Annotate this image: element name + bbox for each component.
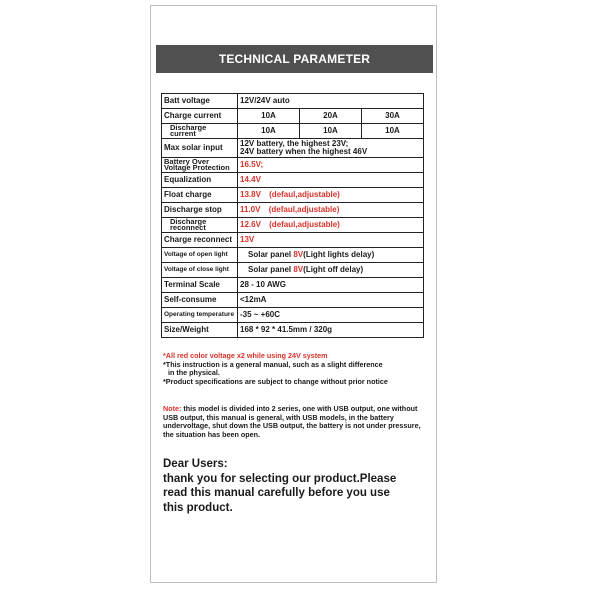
param-value: 12V/24V auto xyxy=(238,94,424,109)
param-value: 13V xyxy=(238,233,424,248)
table-row xyxy=(162,233,424,248)
value-number: 13.8V xyxy=(240,190,261,199)
note-key: Note: xyxy=(163,404,182,413)
value-number: 8V xyxy=(293,265,304,274)
param-value: 10A xyxy=(238,124,300,139)
param-label: Batt voltage xyxy=(162,94,238,109)
param-value xyxy=(238,263,424,278)
value-note: (defaul,adjustable) xyxy=(269,220,340,229)
table-row xyxy=(162,188,424,203)
param-value xyxy=(238,218,424,233)
model-note xyxy=(163,405,431,439)
param-label: Operating temperature xyxy=(162,308,238,323)
message-line: this product. xyxy=(163,501,233,514)
table-row xyxy=(162,94,424,109)
spec-change-note: *Product specifications are subject to change without prior notice xyxy=(163,376,388,386)
label-line: Voltage Protection xyxy=(164,163,230,172)
table-row xyxy=(162,173,424,188)
label-line: Discharge xyxy=(170,217,207,226)
param-label: Size/Weight xyxy=(162,323,238,338)
param-label: Voltage of open light xyxy=(162,248,238,263)
value-suffix: (Light lights delay) xyxy=(303,250,375,259)
param-label: Terminal Scale xyxy=(162,278,238,293)
table-row xyxy=(162,139,424,158)
table-row xyxy=(162,308,424,323)
label-line: Discharge xyxy=(170,123,207,132)
param-value: 10A xyxy=(238,109,300,124)
value-line: 24V battery when the highest 46V xyxy=(240,147,368,156)
param-value: 14.4V xyxy=(238,173,424,188)
footnotes xyxy=(163,352,435,386)
param-value: 28 - 10 AWG xyxy=(238,278,424,293)
param-value: -35 ~ +60C xyxy=(238,308,424,323)
value-number: 8V xyxy=(293,250,304,259)
param-label: Discharge stop xyxy=(162,203,238,218)
param-label xyxy=(162,158,238,173)
param-value xyxy=(238,203,424,218)
dear-users-message xyxy=(163,457,433,515)
param-value: 30A xyxy=(362,109,424,124)
value-number: 11.0V xyxy=(240,205,261,214)
page-title: TECHNICAL PARAMETER xyxy=(156,45,433,73)
param-value: <12mA xyxy=(238,293,424,308)
table-row xyxy=(162,278,424,293)
param-value: 168 * 92 * 41.5mm / 320g xyxy=(238,323,424,338)
param-value xyxy=(238,188,424,203)
message-line: read this manual carefully before you use xyxy=(163,487,390,499)
param-label: Charge current xyxy=(162,109,238,124)
param-label: Equalization xyxy=(162,173,238,188)
table-row xyxy=(162,218,424,233)
param-value: 10A xyxy=(362,124,424,139)
value-prefix: Solar panel xyxy=(248,250,294,259)
table-row xyxy=(162,124,424,139)
table-row xyxy=(162,263,424,278)
param-label: Float charge xyxy=(162,188,238,203)
value-number: 12.6V xyxy=(240,220,261,229)
param-label: Max solar input xyxy=(162,139,238,158)
param-value xyxy=(238,139,424,158)
param-value: 16.5V; xyxy=(238,158,424,173)
table-row xyxy=(162,203,424,218)
param-value: 10A xyxy=(300,124,362,139)
instruction-note-cont: in the physical. xyxy=(168,368,220,378)
instruction-note: *This instruction is a general manual, such as a slight difference xyxy=(163,359,383,369)
message-line: thank you for selecting our product.Please xyxy=(163,472,397,485)
red-voltage-note: *All red color voltage x2 while using 24V system xyxy=(163,351,328,360)
table-row xyxy=(162,293,424,308)
param-label: Charge reconnect xyxy=(162,233,238,248)
value-note: (defaul,adjustable) xyxy=(268,205,340,214)
value-suffix: (Light off delay) xyxy=(303,265,364,274)
label-line: Battery Over xyxy=(164,157,210,166)
param-label: Voltage of close light xyxy=(162,263,238,278)
param-value xyxy=(238,248,424,263)
manual-page xyxy=(150,5,437,583)
value-prefix: Solar panel xyxy=(248,265,294,274)
value-note: (defaul,adjustable) xyxy=(269,190,340,199)
table-row xyxy=(162,158,424,173)
table-row xyxy=(162,109,424,124)
param-label xyxy=(162,124,238,139)
table-row xyxy=(162,248,424,263)
param-value: 20A xyxy=(300,109,362,124)
table-row xyxy=(162,323,424,338)
technical-parameter-table xyxy=(161,93,424,338)
label-line: current xyxy=(170,129,196,138)
label-line: reconnect xyxy=(170,223,206,232)
value-line: 12V battery, the highest 23V; xyxy=(240,139,349,148)
note-text: this model is divided into 2 series, one with USB output, one without USB output, this manual is general, with USB models, in the battery undervoltage, shut down the USB output, the battery is not under pressure, the situation has been open. xyxy=(163,404,421,439)
greeting: Dear Users: xyxy=(163,458,228,470)
param-label xyxy=(162,218,238,233)
param-label: Self-consume xyxy=(162,293,238,308)
